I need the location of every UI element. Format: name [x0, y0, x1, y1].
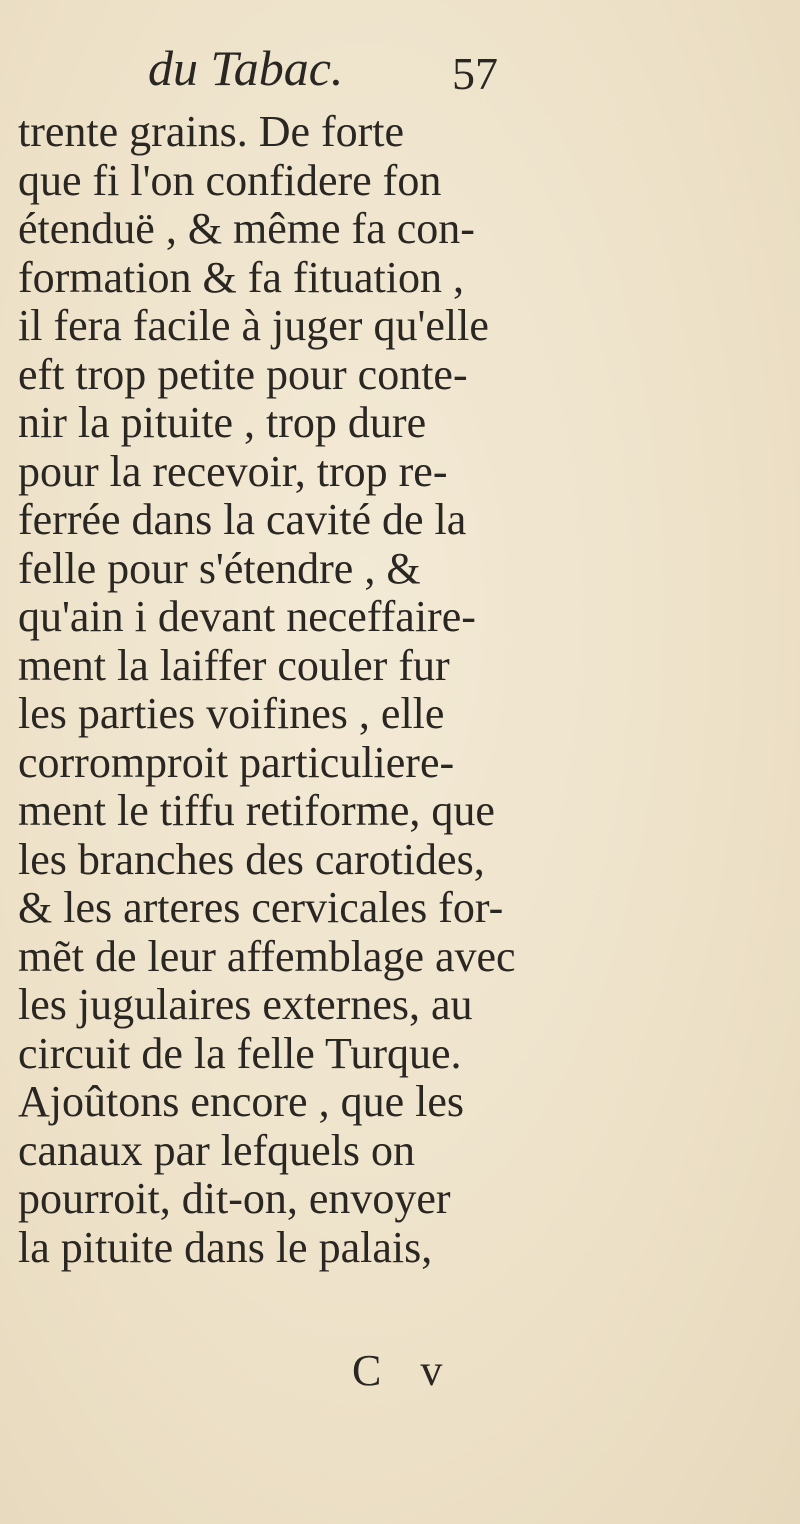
text-line: pour la recevoir, trop re- [18, 447, 448, 496]
text-line: canaux par lefquels on [18, 1126, 416, 1175]
signature-mark: C v [352, 1346, 457, 1395]
text-line: & les arteres cervicales for- [18, 884, 504, 932]
text-line: nir la pituite , trop dure [18, 399, 427, 447]
text-line: ment la laiffer couler fur [18, 641, 450, 690]
text-line: Ajoûtons encore , que les [18, 1078, 464, 1126]
text-line: pourroit, dit-on, envoyer [18, 1175, 451, 1223]
text-line: circuit de la felle Turque. [18, 1029, 462, 1078]
text-line: ferrée dans la cavité de la [18, 496, 467, 544]
text-line: les branches des carotides, [18, 835, 485, 884]
running-head [0, 38, 800, 108]
body-text [18, 108, 793, 1272]
text-line: étenduë , & même fa con- [18, 205, 475, 253]
text-line: ment le tiffu retiforme, que [18, 787, 495, 835]
page-number: 57 [452, 48, 498, 99]
text-line: trente grains. De forte [18, 108, 405, 156]
text-line: mẽt de leur affemblage avec [18, 932, 516, 981]
text-line: les parties voifines , elle [18, 690, 445, 738]
text-line: qu'ain i devant neceffaire- [18, 593, 476, 641]
text-line: corromproit particuliere- [18, 738, 455, 787]
text-line: eft trop petite pour conte- [18, 350, 468, 399]
text-line: felle pour s'étendre , & [18, 544, 421, 593]
text-line: que fi l'on confidere fon [18, 156, 442, 205]
text-line: les jugulaires externes, au [18, 981, 473, 1029]
text-line: formation & fa fituation , [18, 253, 464, 302]
text-line: la pituite dans le palais, [18, 1223, 433, 1272]
running-title: du Tabac. [148, 40, 344, 96]
text-line: il fera facile à juger qu'elle [18, 302, 489, 350]
